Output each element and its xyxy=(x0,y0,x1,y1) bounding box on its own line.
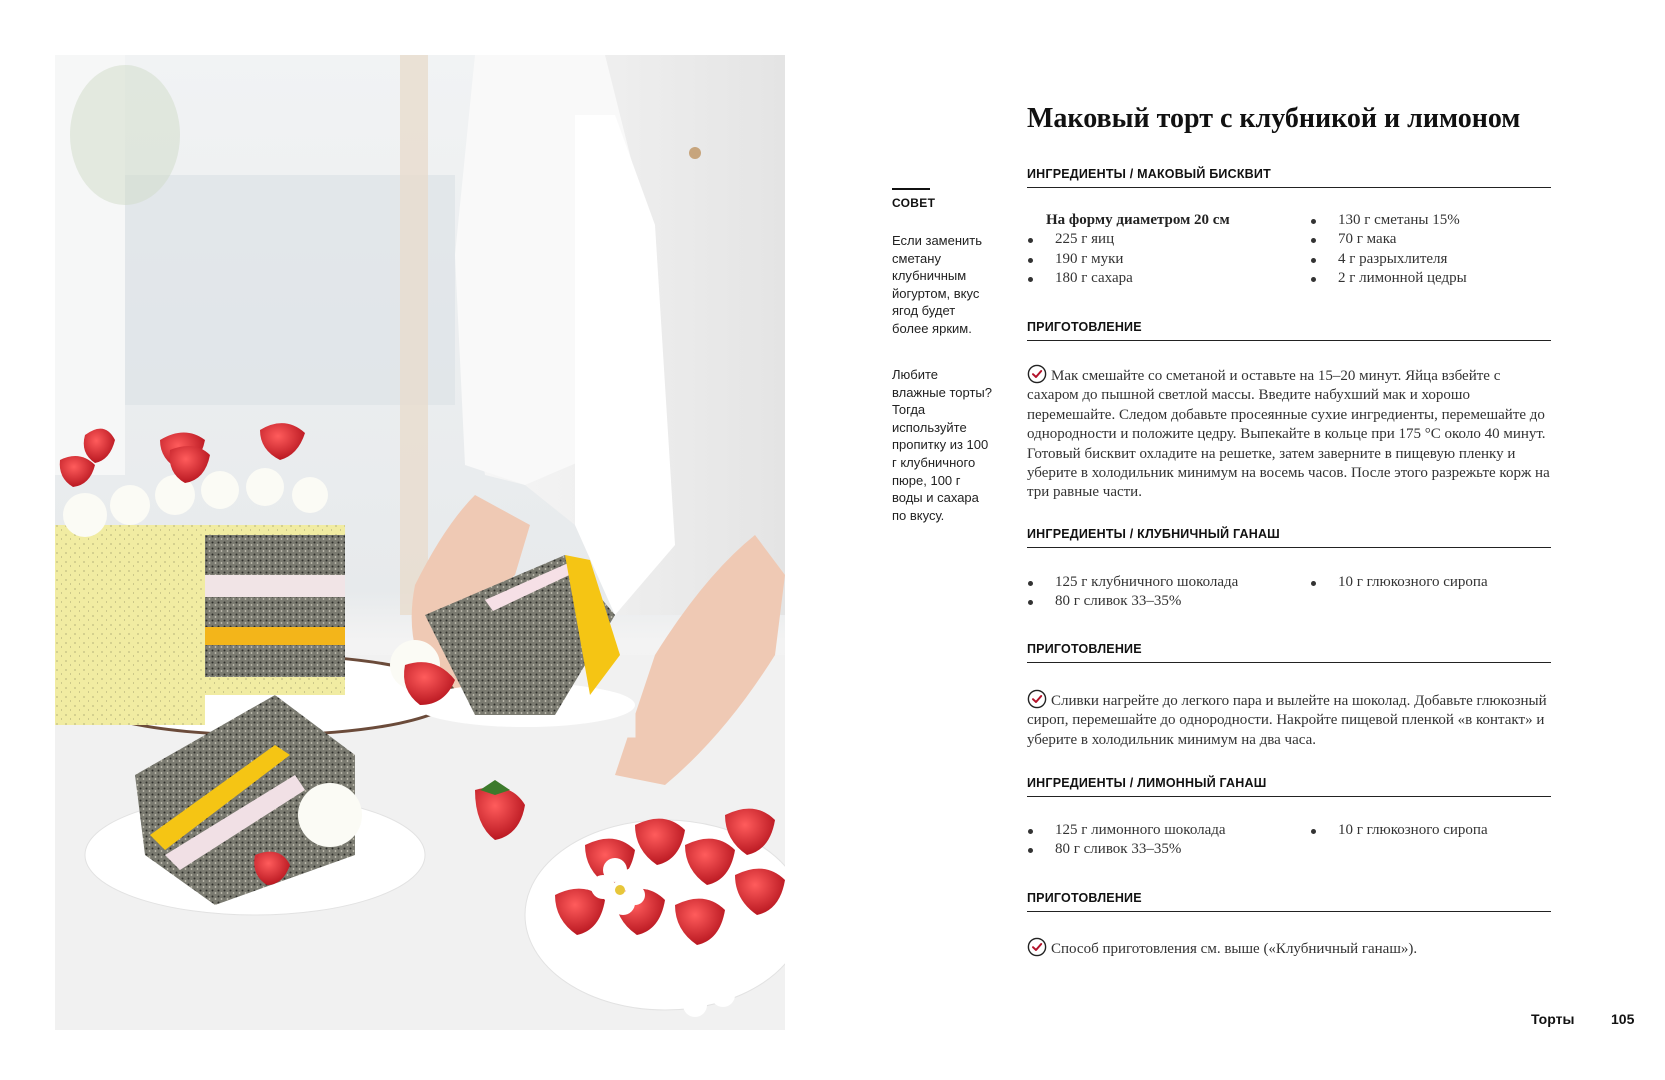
ingredient-item: 225 г яиц xyxy=(1027,230,1277,249)
check-circle-icon xyxy=(1027,937,1047,957)
tip-text-2: Любите влажные торты? Тогда используйте пропитку из 100 г клубничного пюре, 100 г воды и сахара по вкусу. xyxy=(892,367,992,523)
preparation-heading-1: ПРИГОТОВЛЕНИЕ xyxy=(1027,320,1551,341)
ingredients-heading-biscuit: ИНГРЕДИЕНТЫ / МАКОВЫЙ БИСКВИТ xyxy=(1027,167,1551,188)
ingredient-item: 2 г лимонной цедры xyxy=(1310,269,1550,288)
ingredient-item: 70 г мака xyxy=(1310,230,1550,249)
tip-text-1: Если заменить сметану клубничным йогуртом, вкус ягод будет более ярким. xyxy=(892,233,983,336)
ingredients-biscuit-left xyxy=(1027,211,1277,289)
check-circle-icon xyxy=(1027,689,1047,709)
page-number: 105 xyxy=(1611,1011,1635,1027)
ingredient-item: 10 г глюкозного сиропа xyxy=(1310,821,1550,840)
cake-photo xyxy=(55,55,785,1030)
preparation-body: Сливки нагрейте до легкого пара и вылейте на шоколад. Добавьте глюкозный сироп, перемешайте до однородности. Накройте пищевой пленкой «в контакт» и уберите в холодильник минимум на два часа. xyxy=(1027,693,1547,748)
mold-size-subheading: На форму диаметром 20 см xyxy=(1046,212,1230,228)
ingredient-item: 125 г клубничного шоколада xyxy=(1027,573,1297,592)
ingredients-lemon-left xyxy=(1027,821,1297,860)
ingredient-item: 190 г муки xyxy=(1027,250,1277,269)
ingredients-heading-strawberry-ganache: ИНГРЕДИЕНТЫ / КЛУБНИЧНЫЙ ГАНАШ xyxy=(1027,527,1551,548)
tip-rule xyxy=(892,188,930,190)
tip-title: СОВЕТ xyxy=(892,196,936,210)
ingredients-biscuit-right xyxy=(1310,211,1550,289)
check-circle-icon xyxy=(1027,364,1047,384)
ingredient-item: 80 г сливок 33–35% xyxy=(1027,592,1297,611)
ingredient-item: 130 г сметаны 15% xyxy=(1310,211,1550,230)
preparation-heading-2: ПРИГОТОВЛЕНИЕ xyxy=(1027,642,1551,663)
ingredients-strawberry-right xyxy=(1310,573,1550,592)
ingredient-item: 125 г лимонного шоколада xyxy=(1027,821,1297,840)
ingredient-item: 180 г сахара xyxy=(1027,269,1277,288)
preparation-text-3 xyxy=(1027,937,1551,959)
ingredient-item: 80 г сливок 33–35% xyxy=(1027,840,1297,859)
ingredients-heading-lemon-ganache: ИНГРЕДИЕНТЫ / ЛИМОННЫЙ ГАНАШ xyxy=(1027,776,1551,797)
ingredient-item: 10 г глюкозного сиропа xyxy=(1310,573,1550,592)
preparation-heading-3: ПРИГОТОВЛЕНИЕ xyxy=(1027,891,1551,912)
ingredient-item: 4 г разрыхлителя xyxy=(1310,250,1550,269)
ingredients-strawberry-left xyxy=(1027,573,1297,612)
ingredients-lemon-right xyxy=(1310,821,1550,840)
preparation-text-2 xyxy=(1027,689,1551,750)
preparation-text-1 xyxy=(1027,364,1551,503)
recipe-title: Маковый торт с клубникой и лимоном xyxy=(1027,103,1521,134)
preparation-body: Способ приготовления см. выше («Клубничный ганаш»). xyxy=(1051,941,1418,957)
preparation-body: Мак смешайте со сметаной и оставьте на 15–20 минут. Яйца взбейте с сахаром до пышной светлой массы. Введите набухший мак и хорошо перемешайте. Следом добавьте просеянные сухие ингредиенты, перемешайте до однородности и положите цедру. Выпекайте в кольце при 175 °С около 40 минут. Готовый бисквит охладите на решетке, затем заверните в пищевую пленку и уберите в холодильник минимум на восемь часов. После этого разрежьте корж на три равные части. xyxy=(1027,368,1550,501)
running-section-title: Торты xyxy=(1531,1011,1575,1027)
